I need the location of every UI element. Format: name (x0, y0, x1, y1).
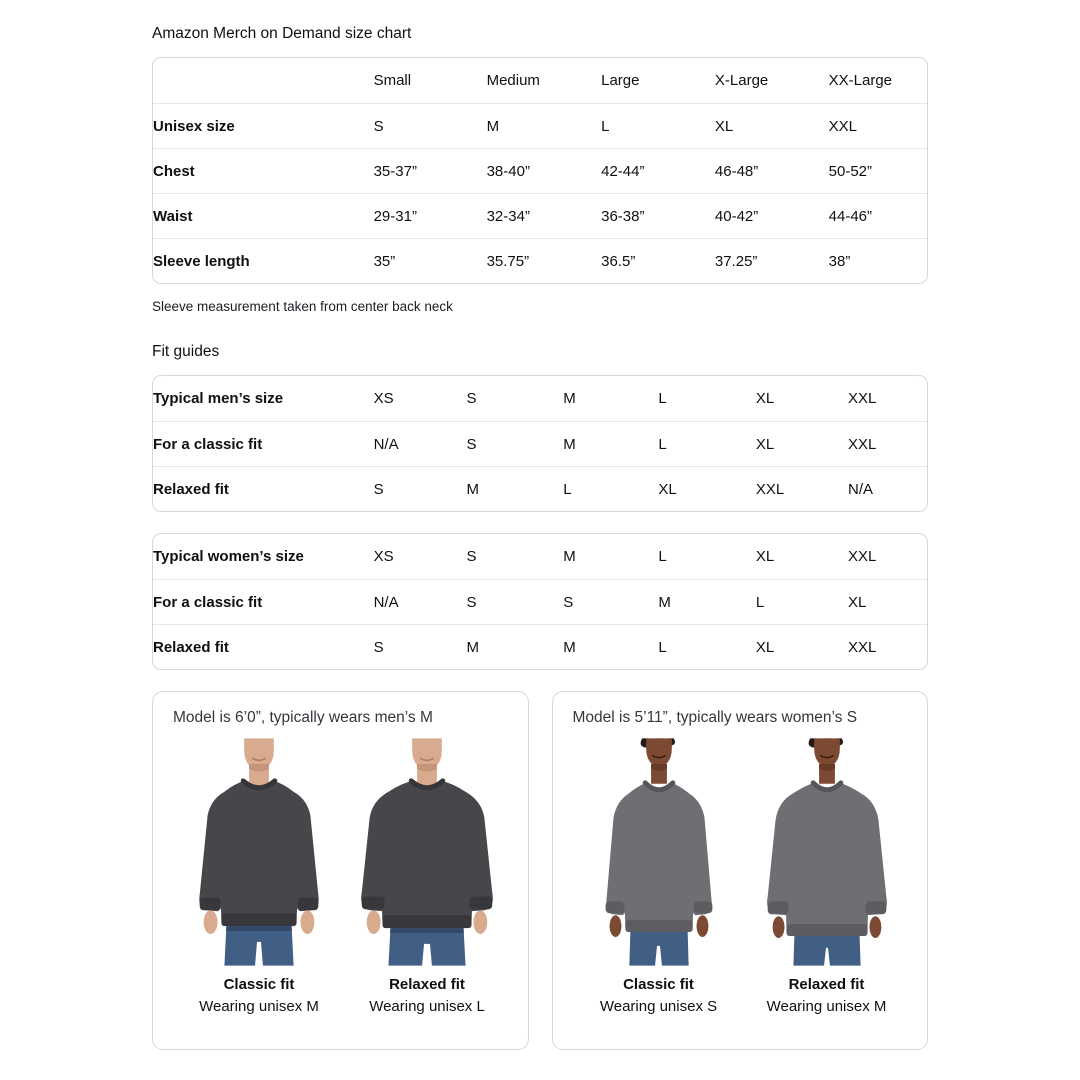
size-chart-table (152, 57, 928, 284)
womens-relaxed-fit-figure (743, 737, 911, 1015)
womens-classic-fit-figure (575, 737, 743, 1015)
page-title: Amazon Merch on Demand size chart (152, 25, 412, 42)
cell: XXL (848, 548, 877, 565)
cell: XS (373, 548, 394, 565)
row-label: Relaxed fit (153, 624, 374, 669)
mens-fit-guide-table (152, 375, 928, 512)
cell: L (756, 579, 848, 624)
cell: L (658, 548, 667, 565)
cell: S (466, 390, 477, 407)
cell: 36.5” (601, 238, 715, 283)
cell: M (563, 624, 658, 669)
mens-classic-fit-figure (175, 737, 343, 1015)
cell: XXL (848, 421, 927, 466)
cell: XL (756, 624, 848, 669)
table-row (153, 421, 927, 466)
female-model-classic-photo (575, 737, 743, 967)
cell: L (658, 624, 756, 669)
column-header: Large (601, 72, 640, 89)
row-label: Relaxed fit (153, 466, 374, 511)
cell: XL (715, 103, 829, 148)
table-row (153, 376, 927, 421)
cell: 46-48” (715, 148, 829, 193)
table-row (153, 148, 927, 193)
cell: L (658, 390, 667, 407)
sleeve-measurement-note: Sleeve measurement taken from center back neck (152, 299, 453, 314)
fit-label: Relaxed fit (389, 976, 465, 993)
cell: XL (848, 579, 927, 624)
column-header: Medium (486, 72, 540, 89)
cell: XL (755, 390, 775, 407)
male-model-relaxed-photo (343, 737, 511, 967)
fit-label: Classic fit (223, 976, 295, 993)
cell: M (563, 390, 576, 407)
womens-model-card-title: Model is 5’11”, typically wears women’s S (572, 709, 858, 726)
mens-relaxed-fit-figure (343, 737, 511, 1015)
cell: XXL (829, 103, 927, 148)
wearing-label: Wearing unisex S (599, 998, 718, 1015)
cell: 37.25” (715, 238, 829, 283)
cell: 42-44” (601, 148, 715, 193)
cell: XL (756, 421, 848, 466)
cell: S (374, 466, 467, 511)
table-row (153, 103, 927, 148)
column-header: Small (373, 72, 412, 89)
table-row (153, 579, 927, 624)
cell: L (601, 103, 715, 148)
fit-label: Relaxed fit (788, 976, 865, 993)
table-row (153, 624, 927, 669)
cell: 44-46” (829, 193, 927, 238)
cell: XXL (848, 624, 927, 669)
cell: 29-31” (374, 193, 487, 238)
row-label: For a classic fit (153, 579, 374, 624)
wearing-label: Wearing unisex M (766, 998, 887, 1015)
cell: 38-40” (487, 148, 602, 193)
cell: 36-38” (601, 193, 715, 238)
model-cards (152, 691, 928, 1050)
cell: S (466, 421, 563, 466)
female-model-relaxed-photo (743, 737, 911, 967)
row-label: Unisex size (153, 103, 374, 148)
cell: XS (373, 390, 394, 407)
cell: 38” (829, 238, 927, 283)
row-label: Chest (153, 148, 374, 193)
cell: S (466, 579, 563, 624)
cell: M (563, 548, 576, 565)
size-chart-page (152, 0, 928, 1050)
cell: N/A (374, 579, 467, 624)
fit-guides-heading: Fit guides (152, 343, 220, 360)
row-label: Waist (153, 193, 374, 238)
cell: M (466, 466, 563, 511)
wearing-label: Wearing unisex M (199, 998, 319, 1015)
cell: 35” (374, 238, 487, 283)
table-row (153, 238, 927, 283)
column-header: X-Large (714, 72, 769, 89)
cell: 35.75” (487, 238, 602, 283)
cell: M (466, 624, 563, 669)
mens-model-card-title: Model is 6’0”, typically wears men’s M (173, 709, 433, 726)
mens-model-card (152, 691, 529, 1050)
cell: 32-34” (487, 193, 602, 238)
cell: XXL (756, 466, 848, 511)
cell: XL (658, 466, 756, 511)
row-label: Typical men’s size (153, 390, 284, 407)
table-row (153, 534, 927, 579)
row-label: Typical women’s size (153, 548, 304, 565)
cell: M (658, 579, 756, 624)
cell: S (374, 624, 467, 669)
row-label: Sleeve length (153, 238, 374, 283)
cell: S (563, 579, 658, 624)
womens-model-card (552, 691, 929, 1050)
cell: S (466, 548, 477, 565)
table-header-row (153, 58, 927, 103)
cell: XXL (848, 390, 877, 407)
row-label: For a classic fit (153, 421, 374, 466)
male-model-classic-photo (175, 737, 343, 967)
cell: 50-52” (829, 148, 927, 193)
cell: 40-42” (715, 193, 829, 238)
cell: L (563, 466, 658, 511)
cell: M (487, 103, 602, 148)
table-row (153, 193, 927, 238)
column-header (153, 58, 374, 103)
column-header: XX-Large (828, 72, 893, 89)
cell: 35-37” (374, 148, 487, 193)
cell: L (658, 421, 756, 466)
womens-fit-guide-table (152, 533, 928, 670)
cell: S (374, 103, 487, 148)
cell: N/A (374, 421, 467, 466)
fit-label: Classic fit (623, 976, 694, 993)
table-row (153, 466, 927, 511)
cell: N/A (848, 466, 927, 511)
cell: M (563, 421, 658, 466)
wearing-label: Wearing unisex L (369, 998, 485, 1015)
cell: XL (755, 548, 775, 565)
